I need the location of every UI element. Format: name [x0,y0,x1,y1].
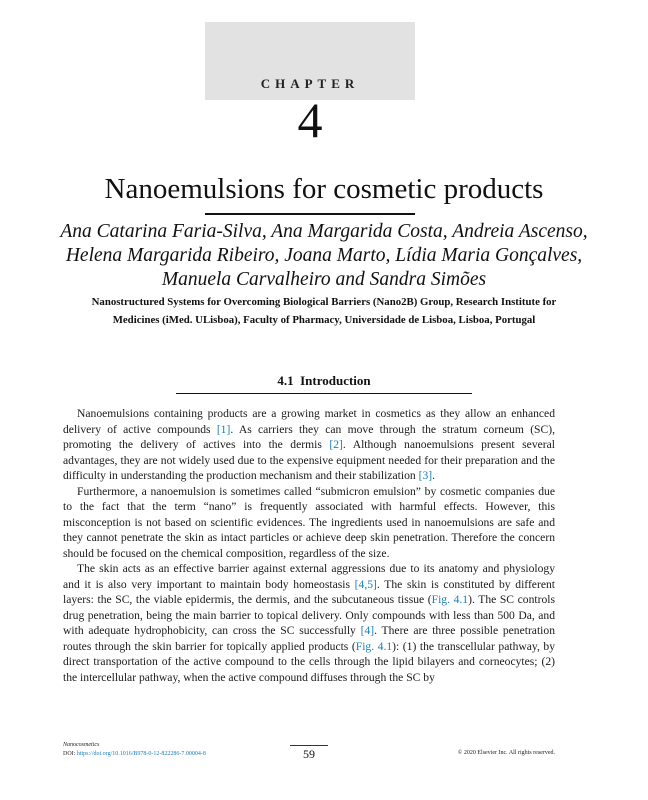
figure-link[interactable]: Fig. 4.1 [355,639,393,653]
chapter-number: 4 [297,92,323,148]
citation-link[interactable]: [4,5] [354,577,377,591]
section-title: Introduction [300,373,371,388]
book-title: Nanocosmetics [63,742,100,748]
section-number: 4.1 [277,373,294,388]
paragraph-3 [63,561,555,685]
author-list: Ana Catarina Faria-Silva, Ana Margarida Costa, Andreia Ascenso, Helena Margarida Ribeiro, Joana Marto, Lídia Maria Gonçalves, Manuela Carvalheiro and Sandra Simões [60,221,588,290]
page-number: 59 [303,747,315,761]
page-number-rule [290,745,328,746]
text-run: . [432,469,436,482]
citation-link[interactable]: [1] [216,422,231,436]
section-rule [176,393,472,394]
text-run: . Although nanoemulsions present several advantages, they are not widely used due to the expensive equipment needed for their preparation and the difficulty in understanding the production mechanism and their stabilization [63,438,555,482]
title-rule [205,213,415,215]
body-text [63,406,555,685]
text-run: . The skin is constituted by different layers: the SC, the viable epidermis, the dermis, and the subcutaneous tissue ( [63,577,555,606]
text-run: ): (1) the transcellular pathway, by direct transportation of the active compound to the cells through the lipid bilayers and corneocytes; (2) the intercellular pathway, when the active compound diffuses through the SC by [63,639,555,684]
text-run: The skin acts as an effective barrier against external aggressions due to its anatomy and physiology and it is also very important to maintain body homeostasis [63,562,555,591]
footer-citation [63,741,206,759]
citation-link[interactable]: [3] [418,469,433,482]
citation-link[interactable]: [4] [360,624,375,637]
doi-link[interactable]: https://doi.org/10.1016/B978-0-12-822286-7.00004-8 [76,751,206,757]
copyright-notice: © 2020 Elsevier Inc. All rights reserved. [457,750,555,756]
text-run: ). The SC controls drug penetration, being the main barrier to topical delivery. Only compounds with less than 500 Da, and with adequate hydrophobicity, can cross the SC successfully [63,593,555,637]
affiliation: Nanostructured Systems for Overcoming Biological Barriers (Nano2B) Group, Research Institute for Medicines (iMed. ULisboa), Faculty of Pharmacy, Universidade de Lisboa, Lisboa, Portugal [91,296,557,326]
paragraph-1 [63,406,555,484]
chapter-title: Nanoemulsions for cosmetic products [104,173,544,205]
doi-label: DOI: [63,751,77,757]
paragraph-2: Furthermore, a nanoemulsion is sometimes called “submicron emulsion” by cosmetic companies due to the fact that the term “nano” is frequently associated with harmful effects. However, this misconception is not based on scientific evidences. The ingredients used in nanoemulsions are safe and they cannot penetrate the skin as intact particles or achieve deep skin penetration. Therefore the concern should be focused on the chemical composition, regardless of the size. [63,484,555,560]
citation-link[interactable]: [2] [329,438,343,451]
text-run: . As carriers they can move through the stratum corneum (SC), promoting the delivery of actives into the dermis [63,422,555,451]
text-run: Nanoemulsions containing products are a growing market in cosmetics as they allow an enhanced delivery of active compounds [63,407,555,436]
chapter-label: CHAPTER [260,76,360,91]
text-run: . There are three possible penetration routes through the skin barrier for topically applied products ( [63,624,555,653]
section-heading [176,373,472,389]
figure-link[interactable]: Fig. 4.1 [431,593,469,606]
